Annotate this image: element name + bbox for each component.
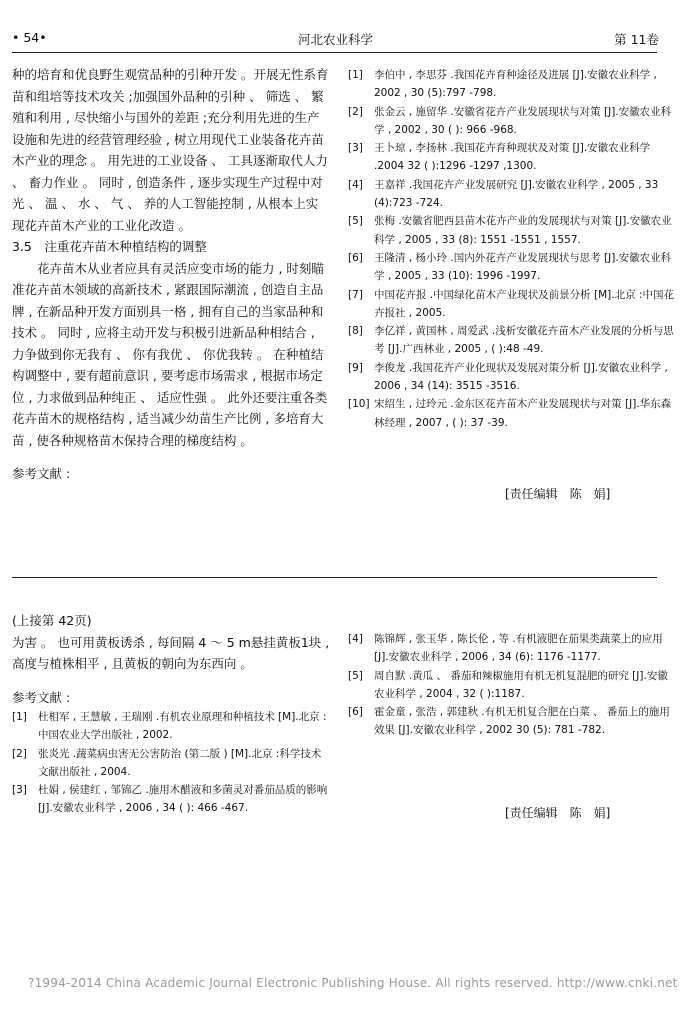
left-column-top (12, 64, 330, 485)
reference-item: [6] 王隆清 , 杨小玲 .国内外花卉产业发展现状与思考 [J].安徽农业科学 , 2005 , 33 (10): 1996 -1997. (348, 251, 672, 283)
page-number: • 54• (12, 30, 47, 45)
reference-item: [3] 王卜琼 , 李扬林 .我国花卉育种现状及对策 [J].安徽农业科学 .2004 32 ( ):1296 -1297 ,1300. (348, 142, 651, 173)
reference-item: [9] 李俊龙 .我国花卉产业化现状及发展对策分析 [J].安徽农业科学 , 2006 , 34 (14): 3515 -3516. (348, 361, 668, 393)
reference-item: [6] 霍金童 , 张浩 , 郭建秋 .有机无机复合肥在白菜 、 番茄上的施用效果 [J].安徽农业科学 , 2002 30 (5): 781 -782. (348, 706, 670, 737)
reference-item: [4] 王嘉祥 .我国花卉产业发展研究 [J].安徽农业科学 , 2005 , 33 (4):723 -724. (348, 178, 659, 210)
body-paragraph: 花卉苗木从业者应具有灵活应变市场的能力 , 时刻瞄准花卉苗木领域的高新技术 , 紧跟国际潮流 , 创造自主品牌 , 在新品种开发方面别具一格 , 拥有自己的当家品种和技术 。 同时 , 应将主动开发与积极引进新品种相结合 , 力争做到你无我有 、 你有我优 、 你优我转 。 在种植结构调整中 , 要有超前意识 , 要考虑市场需求 , 根据市场定位 , 力求做到品种纯正 、 适应性强 。 此外还要注重各类花卉苗木的规格结构 , 适当减少幼苗生产比例 , 多培育大苗 , 使各种规格苗木保持合理的梯度结构 。 (12, 260, 328, 448)
article-divider (12, 577, 657, 578)
editor-note: [责任编辑 陈 娟] (505, 806, 611, 820)
references-label: 参考文献 : (12, 689, 71, 705)
page-header (12, 26, 659, 50)
references-label: 参考文献 : (12, 466, 71, 481)
reference-item: [2] 张金云 , 施留华 .安徽省花卉产业发展现状与对策 [J].安徽农业科学 , 2002 , 30 ( ): 966 -968. (348, 105, 672, 136)
reference-list-bottom-right (348, 630, 678, 740)
left-column-bottom (12, 610, 330, 818)
reference-item: [8] 李亿祥 , 黄国林 , 周爱武 .浅析安徽花卉苗木产业发展的分析与思考 [J].广西林业 , 2005 , ( ):48 -49. (348, 325, 674, 356)
copyright-footer: ?1994-2014 China Academic Journal Electronic Publishing House. All rights reserved. http://www.cnki.net (28, 976, 678, 990)
reference-item: [5] 周自默 .黄瓜 、 番茄和辣椒施用有机无机复混肥的研究 [J].安徽农业科学 , 2004 , 32 ( ):1187. (348, 669, 668, 700)
header-rule (12, 52, 657, 53)
reference-item: [1] 李伯中 , 李思芬 .我国花卉育种途径及进展 [J].安徽农业科学 , 2002 , 30 (5):797 -798. (348, 69, 657, 100)
body-paragraph: 种的培育和优良野生观赏品种的引种开发 。开展无性系育苗和组培等技术攻关 ;加强国外品种的引种 、 筛选 、 繁殖和利用 , 尽快缩小与国外的差距 ;充分利用先进的生产设施和先进的经营管理经验 , 树立用现代工业装备花卉苗木产业的理念 。 用先进的工业设备 、 工具逐渐取代人力 、 畜力作业 。 同时 , 创造条件 , 逐步实现生产过程中对光 、 温 、 水 、 气 、 养的人工智能控制 , 从根本上实现花卉苗木产业的工业化改造 。 (12, 67, 329, 233)
reference-list-bottom-left (12, 708, 330, 818)
section-heading: 3.5 注重花卉苗木种植结构的调整 (12, 239, 207, 254)
volume-label: 第 11卷 (614, 32, 659, 47)
continued-note: (上接第 42页) (12, 613, 92, 628)
reference-item: [3] 杜娟 , 侯建红 , 邹锦乙 .施用木醋液和多菌灵对番茄品质的影响 [J].安徽农业科学 , 2006 , 34 ( ): 466 -467. (12, 784, 328, 815)
reference-item: [4] 陈锦辉 , 张玉华 , 陈长伦 , 等 .有机液肥在茄果类蔬菜上的应用 [J].安徽农业科学 , 2006 , 34 (6): 1176 -1177. (348, 633, 663, 664)
reference-list-top (348, 66, 678, 432)
reference-item: [1] 杜相军 , 王慧敏 , 王瑞刚 .有机农业原理和种植技术 [M].北京 :中国农业大学出版社 , 2002. (12, 711, 327, 742)
body-paragraph: 为害 。 也可用黄板诱杀 , 每间隔 4 ～ 5 m悬挂黄板1块 , 高度与植株相平 , 且黄板的朝向为东西向 。 (12, 634, 330, 671)
editor-note: [责任编辑 陈 娟] (505, 487, 611, 501)
reference-item: [5] 张梅 .安徽省肥西县苗木花卉产业的发展现状与对策 [J].安徽农业科学 , 2005 , 33 (8): 1551 -1551 , 1557. (348, 215, 672, 246)
reference-item: [7] 中国花卉报 .中国绿化苗木产业现状及前景分析 [M].北京 :中国花卉报社 , 2005. (348, 288, 674, 319)
reference-item: [10] 宋绍生 , 过玲元 .金东区花卉苗木产业发展现状与对策 [J].华东森林经理 , 2007 , ( ): 37 -39. (348, 398, 672, 429)
reference-item: [2] 张炎光 .蔬菜病虫害无公害防治 (第二版 ) [M].北京 :科学技术文献出版社 , 2004. (12, 747, 322, 778)
journal-name: 河北农业科学 (297, 32, 373, 47)
